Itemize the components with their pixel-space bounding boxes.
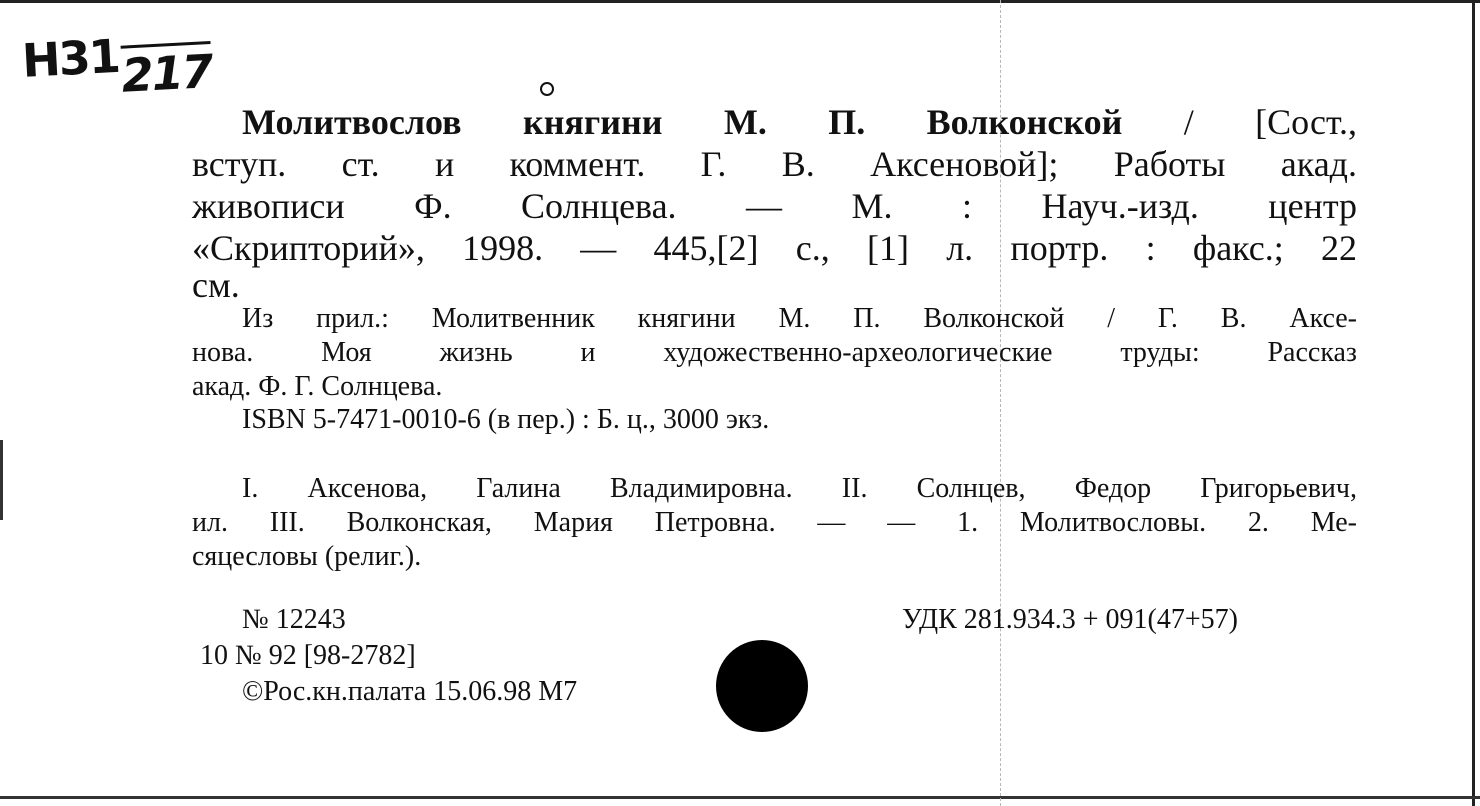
udc-classification: УДК 281.934.3 + 091(47+57) bbox=[902, 604, 1238, 635]
punch-mark bbox=[540, 82, 554, 96]
tracings-line-3: сяцесловы (религ.). bbox=[192, 541, 422, 572]
shelf-mark-number: 217 bbox=[120, 41, 213, 103]
note-line-1: Из прил.: Молитвенник княгини М. П. Волконской / Г. В. Аксе- bbox=[242, 303, 1357, 334]
tracings-line-1: I. Аксенова, Галина Владимировна. II. Солнцев, Федор Григорьевич, bbox=[242, 473, 1357, 504]
card-edge-bottom bbox=[0, 796, 1480, 799]
card-edge-top bbox=[0, 0, 1480, 3]
record-number: № 12243 bbox=[242, 604, 346, 635]
title-line-4: «Скрипторий», 1998. — 445,[2] с., [1] л. портр. : факс.; 22 bbox=[192, 228, 1357, 268]
isbn-line: ISBN 5-7471-0010-6 (в пер.) : Б. ц., 3000 экз. bbox=[242, 404, 770, 435]
batch-number: 10 № 92 [98-2782] bbox=[200, 640, 416, 671]
card-edge-right bbox=[1472, 0, 1475, 806]
title-statement: / [Сост., bbox=[1122, 102, 1357, 142]
title-line-1 bbox=[192, 101, 1357, 143]
ink-blot bbox=[716, 640, 808, 732]
note-line-3: акад. Ф. Г. Солнцева. bbox=[192, 371, 443, 402]
card-edge-left bbox=[0, 440, 3, 520]
tracings-line-2: ил. III. Волконская, Мария Петровна. — — 1. Молитвословы. 2. Ме- bbox=[192, 507, 1357, 538]
shelf-mark-prefix: Н31 bbox=[20, 28, 121, 88]
book-chamber-stamp: ©Рос.кн.палата 15.06.98 М7 bbox=[242, 676, 578, 707]
shelf-mark bbox=[20, 21, 213, 103]
title-line-5: см. bbox=[192, 265, 240, 305]
note-line-2: нова. Моя жизнь и художественно-археологические труды: Рассказ bbox=[192, 337, 1357, 368]
title-line-2: вступ. ст. и коммент. Г. В. Аксеновой]; Работы акад. bbox=[192, 144, 1357, 184]
title-heading: Молитвослов княгини М. П. Волконской bbox=[242, 102, 1123, 142]
title-line-3: живописи Ф. Солнцева. — М. : Науч.-изд. центр bbox=[192, 186, 1357, 226]
